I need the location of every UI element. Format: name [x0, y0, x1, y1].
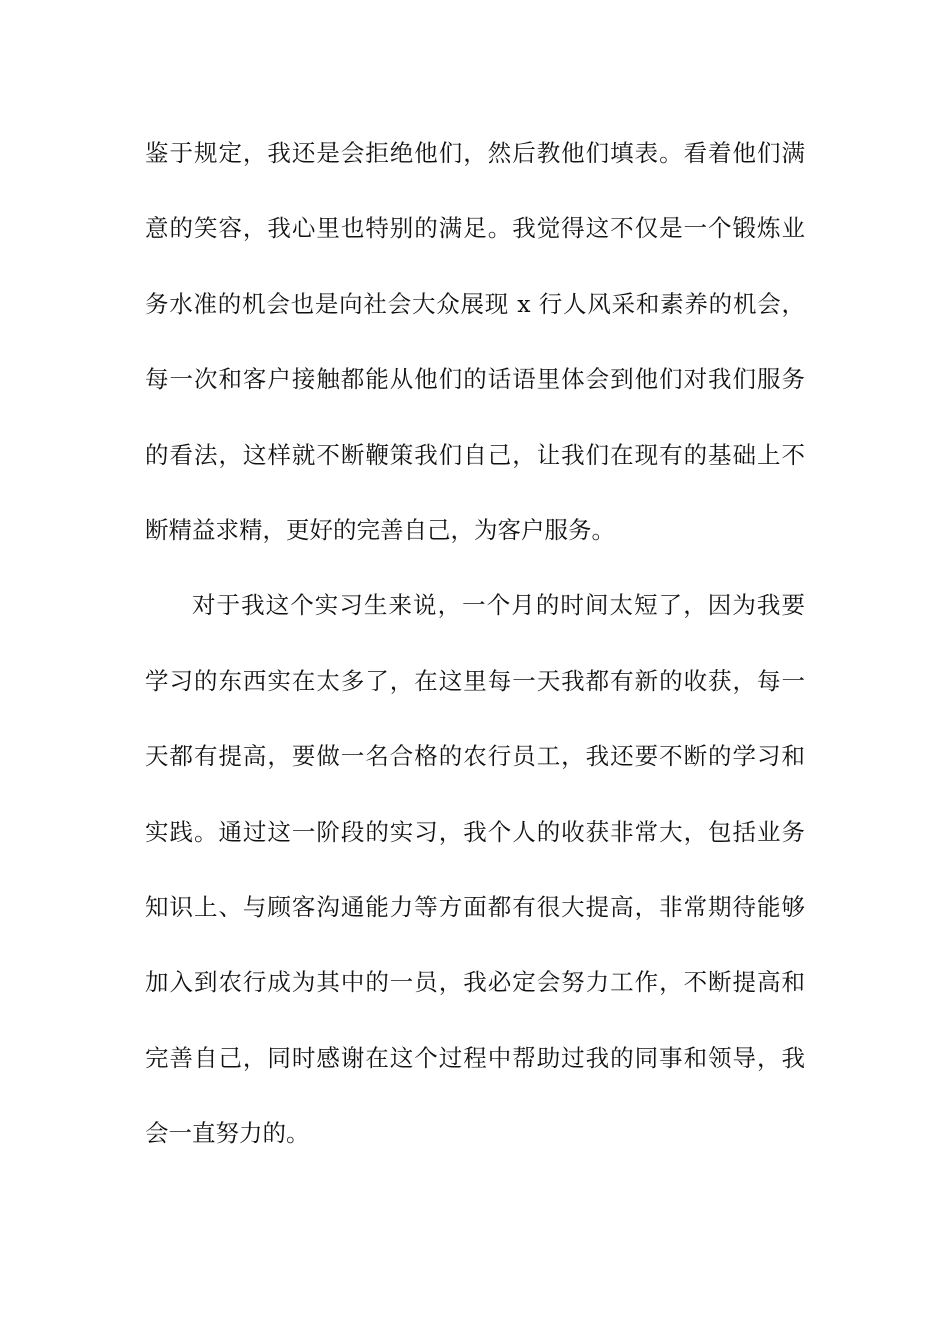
text-line-11: 知识上、与顾客沟通能力等方面都有很大提高，非常期待能够 [145, 892, 805, 921]
text-line-14: 会一直努力的。 [145, 1119, 310, 1148]
text-line-2: 意的笑容，我心里也特别的满足。我觉得这不仅是一个锻炼业 [145, 214, 805, 243]
document-body [145, 127, 805, 1182]
text-line-1: 鉴于规定，我还是会拒绝他们，然后教他们填表。看着他们满 [145, 139, 805, 167]
text-line-4: 每一次和客户接触都能从他们的话语里体会到他们对我们服务 [145, 365, 805, 394]
text-line-13: 完善自己，同时感谢在这个过程中帮助过我的同事和领导，我 [145, 1043, 805, 1072]
text-line-9: 天都有提高，要做一名合格的农行员工，我还要不断的学习和 [145, 742, 805, 771]
text-line-3: 务水准的机会也是向社会大众展现 x 行人风采和素养的机会， [145, 289, 805, 318]
text-line-8: 学习的东西实在太多了，在这里每一天我都有新的收获，每一 [145, 666, 805, 695]
text-line-7: 对于我这个实习生来说，一个月的时间太短了，因为我要 [192, 591, 805, 620]
text-line-12: 加入到农行成为其中的一员，我必定会努力工作，不断提高和 [145, 968, 805, 997]
text-line-10: 实践。通过这一阶段的实习，我个人的收获非常大，包括业务 [145, 817, 805, 846]
text-line-5: 的看法，这样就不断鞭策我们自己，让我们在现有的基础上不 [145, 440, 805, 469]
text-line-6: 断精益求精，更好的完善自己，为客户服务。 [145, 515, 615, 544]
